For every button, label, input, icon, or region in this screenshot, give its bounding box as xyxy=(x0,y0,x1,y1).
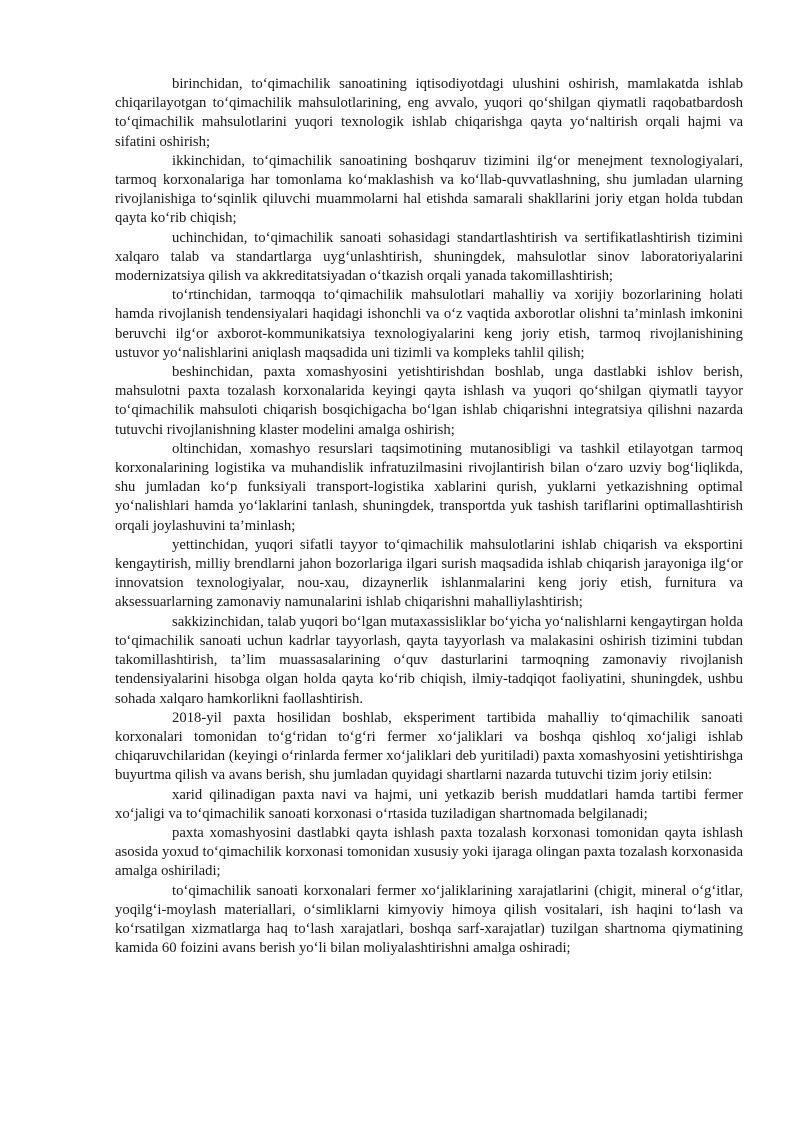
paragraph-5: beshinchidan, paxta xomashyosini yetishtirishdan boshlab, unga dastlabki ishlov berish, mahsulotni paxta tozalash korxonalarida keyingi qayta ishlash va yuqori qo‘shilgan qiymatli tayyor to‘qimachilik mahsuloti chiqarish bosqichigacha bo‘lgan ishlab chiqarishni integratsiya qilishni nazarda tutuvchi rivojlanishning klaster modelini amalga oshirish; xyxy=(115,364,743,438)
paragraph-6: oltinchidan, xomashyo resurslari taqsimotining mutanosibligi va tashkil etilayotgan tarmoq korxonalarining logistika va muhandislik infratuzilmasini rivojlantirish bilan o‘zaro uzviy bog‘liqlikda, shu jumladan ko‘p funksiyali transport-logistika xablarini qurish, yuklarni yetkazishning optimal yo‘nalishlari hamda yo‘laklarini tanlash, shuningdek, transportda yuk tashish tariflarini optimallashtirish orqali joylashuvini ta’minlash; xyxy=(115,440,743,534)
paragraph-2: ikkinchidan, to‘qimachilik sanoatining boshqaruv tizimini ilg‘or menejment texnologiyalari, tarmoq korxonalariga har tomonlama ko‘maklashish va ko‘llab-quvvatlashning, shu jumladan ularning rivojlanishiga to‘sqinlik qiluvchi muammolarni hal etishda samarali shakllarini joriy etgan holda tubdan qayta ko‘rib chiqish; xyxy=(115,152,743,227)
paragraph-7: yettinchidan, yuqori sifatli tayyor to‘qimachilik mahsulotlarini ishlab chiqarish va eksportini kengaytirish, milliy brendlarni jahon bozorlariga ilgari surish maqsadida ishlab chiqarish jarayoniga ilg‘or innovatsion texnologiyalar, nou-xau, dizaynerlik ishlanmalarini keng joriy etish, furnitura va aksessuarlarning zamonaviy namunalarini ishlab chiqarishni mahalliylashtirish; xyxy=(115,536,743,611)
paragraph-8: sakkizinchidan, talab yuqori bo‘lgan mutaxassisliklar bo‘yicha yo‘nalishlarni kengaytirgan holda to‘qimachilik sanoati uchun kadrlar tayyorlash, qayta tayyorlash va malakasini oshirish tizimini tubdan takomillashtirish, ta’lim muassasalarining o‘quv dasturlarini tarmoqning zamonaviy rivojlanish tendensiyalarini hisobga olgan holda qayta ko‘rib chiqish, ilmiy-tadqiqot faoliyatini, shuningdek, ushbu sohada xalqaro hamkorlikni faollashtirish. xyxy=(115,613,743,707)
paragraph-4: to‘rtinchidan, tarmoqqa to‘qimachilik mahsulotlari mahalliy va xorijiy bozorlarining holati hamda rivojlanish tendensiyalari haqidagi ishonchli va o‘z vaqtida axborotlar olishni ta’minlash imkonini beruvchi ilg‘or axborot-kommunikatsiya texnologiyalarini keng joriy etish, tarmoq rivojlanishining ustuvor yo‘nalishlarini aniqlash maqsadida uni tizimli va kompleks tahlil qilish; xyxy=(115,287,743,361)
document-page xyxy=(115,75,743,958)
paragraph-11: paxta xomashyosini dastlabki qayta ishlash paxta tozalash korxonasi tomonidan qayta ishlash asosida yoxud to‘qimachilik korxonasi tomonidan xususiy yoki ijaraga olingan paxta tozalash korxonasida amalga oshiriladi; xyxy=(115,824,743,880)
paragraph-12: to‘qimachilik sanoati korxonalari fermer xo‘jaliklarining xarajatlarini (chigit, mineral o‘g‘itlar, yoqilg‘i-moylash materiallari, o‘simliklarni kimyoviy himoya qilish vositalari, ish haqini to‘lash va ko‘rsatilgan xizmatlarga haq to‘lash xarajatlari, boshqa sarf-xarajatlar) tuzilgan shartnoma qiymatining kamida 60 foizini avans berish yo‘li bilan moliyalashtirishni amalga oshiradi; xyxy=(115,882,743,957)
paragraph-9: 2018-yil paxta hosilidan boshlab, eksperiment tartibida mahalliy to‘qimachilik sanoati korxonalari tomonidan to‘g‘ridan to‘g‘ri fermer xo‘jaliklari va boshqa qishloq xo‘jaligi ishlab chiqaruvchilaridan (keyingi o‘rinlarda fermer xo‘jaliklari deb yuritiladi) paxta xomashyosini yetishtirishga buyurtma qilish va avans berish, shu jumladan quyidagi shartlarni nazarda tutuvchi tizim joriy etilsin: xyxy=(115,709,743,784)
paragraph-3: uchinchidan, to‘qimachilik sanoati sohasidagi standartlashtirish va sertifikatlashtirish tizimini xalqaro talab va standartlarga uyg‘unlashtirish, shuningdek, mahsulotlar sinov laboratoriyalarini modernizatsiya qilish va akkreditatsiyadan o‘tkazish orqali yanada takomillashtirish; xyxy=(115,229,743,285)
paragraph-1: birinchidan, to‘qimachilik sanoatining iqtisodiyotdagi ulushini oshirish, mamlakatda ishlab chiqarilayotgan to‘qimachilik mahsulotlarining, eng avvalo, yuqori qo‘shilgan qiymatli raqobatbardosh to‘qimachilik mahsulotlarini yuqori texnologik ishlab chiqarishga qayta yo‘naltirish orqali hajmi va sifatini oshirish; xyxy=(115,76,743,150)
paragraph-10: xarid qilinadigan paxta navi va hajmi, uni yetkazib berish muddatlari hamda tartibi fermer xo‘jaligi va to‘qimachilik sanoati korxonasi o‘rtasida tuziladigan shartnomada belgilanadi; xyxy=(115,786,743,822)
